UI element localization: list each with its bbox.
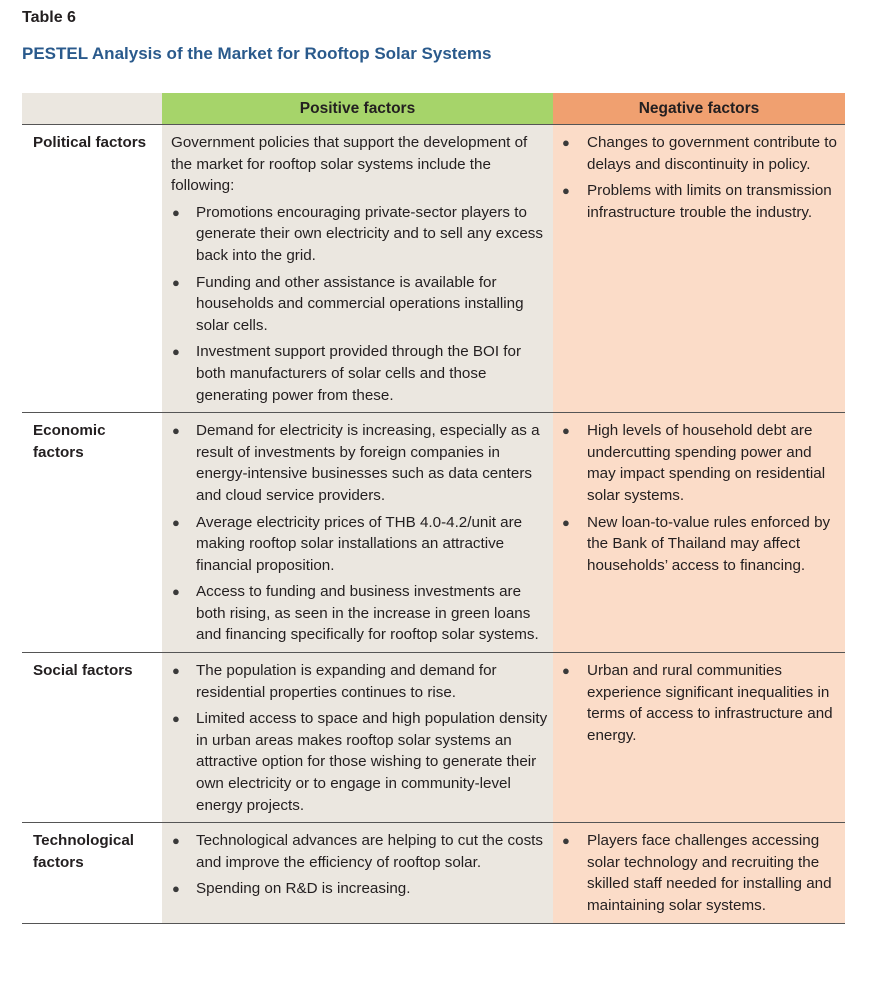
header-label-cell <box>22 93 162 125</box>
factor-label-economic: Economic factors <box>22 413 162 653</box>
bullet-icon: ● <box>562 833 570 849</box>
factor-label-political: Political factors <box>22 125 162 413</box>
list-item-text: Players face challenges accessing solar technology and recruiting the skilled staff needed for installing and maintaining solar systems. <box>587 832 832 914</box>
bullet-icon: ● <box>172 584 180 600</box>
list-item <box>560 420 843 506</box>
pestel-table <box>22 93 845 924</box>
list-item <box>560 660 843 746</box>
positive-list <box>171 830 549 900</box>
negative-list <box>560 660 843 746</box>
list-item-text: Limited access to space and high population density in urban areas makes rooftop solar systems an attractive option for those wishing to generate their own electricity or to engage in community-level energy projects. <box>196 710 548 814</box>
bullet-icon: ● <box>172 204 180 220</box>
bullet-icon: ● <box>172 663 180 679</box>
positive-cell-social <box>162 653 553 823</box>
header-positive-factors: Positive factors <box>162 93 553 125</box>
list-item-text: Technological advances are helping to cut the costs and improve the efficiency of rooftop solar. <box>196 832 543 871</box>
table-label: Table 6 <box>22 9 76 26</box>
negative-list <box>560 132 843 223</box>
positive-list <box>171 660 549 816</box>
list-item <box>560 132 843 175</box>
list-item <box>560 830 843 916</box>
table-row <box>22 653 845 823</box>
list-item <box>171 581 549 646</box>
list-item <box>171 708 549 816</box>
factor-label-social: Social factors <box>22 653 162 823</box>
negative-cell-economic <box>553 413 845 653</box>
bullet-icon: ● <box>172 711 180 727</box>
negative-cell-technological <box>553 823 845 923</box>
list-item-text: The population is expanding and demand for residential properties continues to rise. <box>196 662 497 701</box>
positive-cell-technological <box>162 823 553 923</box>
bullet-icon: ● <box>172 344 180 360</box>
list-item-text: Problems with limits on transmission infrastructure trouble the industry. <box>587 182 832 221</box>
positive-intro: Government policies that support the development of the market for rooftop solar systems include the following: <box>171 134 528 195</box>
table-row <box>22 125 845 413</box>
list-item <box>560 512 843 577</box>
negative-cell-political <box>553 125 845 413</box>
bullet-icon: ● <box>172 881 180 897</box>
list-item <box>171 420 549 506</box>
list-item <box>171 341 549 406</box>
factor-label-technological: Technological factors <box>22 823 162 923</box>
list-item-text: New loan-to-value rules enforced by the Bank of Thailand may affect households’ access to financing. <box>587 513 831 574</box>
positive-cell-economic <box>162 413 553 653</box>
list-item-text: Promotions encouraging private-sector players to generate their own electricity and to sell any excess back into the grid. <box>196 203 543 264</box>
bullet-icon: ● <box>172 833 180 849</box>
list-item-text: Investment support provided through the BOI for both manufacturers of solar cells and those generating power from these. <box>196 343 522 404</box>
list-item <box>171 878 549 900</box>
list-item <box>171 202 549 267</box>
list-item-text: High levels of household debt are undercutting spending power and may impact spending on residential solar systems. <box>587 422 826 504</box>
table-row <box>22 413 845 653</box>
list-item <box>171 512 549 577</box>
bullet-icon: ● <box>172 423 180 439</box>
bullet-icon: ● <box>562 514 570 530</box>
negative-list <box>560 830 843 916</box>
table-title: PESTEL Analysis of the Market for Rooftop Solar Systems <box>22 44 492 63</box>
bullet-icon: ● <box>562 423 570 439</box>
bullet-icon: ● <box>172 274 180 290</box>
list-item-text: Urban and rural communities experience significant inequalities in terms of access to infrastructure and energy. <box>587 662 833 744</box>
bullet-icon: ● <box>562 183 570 199</box>
negative-cell-social <box>553 653 845 823</box>
list-item-text: Funding and other assistance is available for households and commercial operations installing solar cells. <box>196 273 524 334</box>
list-item <box>171 272 549 337</box>
header-negative-factors: Negative factors <box>553 93 845 125</box>
negative-list <box>560 420 843 576</box>
positive-list <box>171 420 549 646</box>
bullet-icon: ● <box>172 514 180 530</box>
list-item-text: Demand for electricity is increasing, especially as a result of investments by foreign companies in energy-intensive businesses such as data centers and cloud service providers. <box>196 422 540 504</box>
bullet-icon: ● <box>562 135 570 150</box>
table-row <box>22 823 845 923</box>
list-item <box>560 180 843 223</box>
list-item-text: Spending on R&D is increasing. <box>196 880 411 898</box>
positive-cell-political <box>162 125 553 413</box>
positive-list <box>171 202 549 406</box>
list-item-text: Average electricity prices of THB 4.0-4.2/unit are making rooftop solar installations an attractive financial proposition. <box>196 513 523 574</box>
list-item <box>171 660 549 703</box>
list-item <box>171 830 549 873</box>
list-item-text: Access to funding and business investments are both rising, as seen in the increase in green loans and financing specifically for rooftop solar systems. <box>196 583 539 644</box>
bullet-icon: ● <box>562 663 570 679</box>
header-row <box>22 93 845 125</box>
list-item-text: Changes to government contribute to delays and discontinuity in policy. <box>587 134 837 173</box>
